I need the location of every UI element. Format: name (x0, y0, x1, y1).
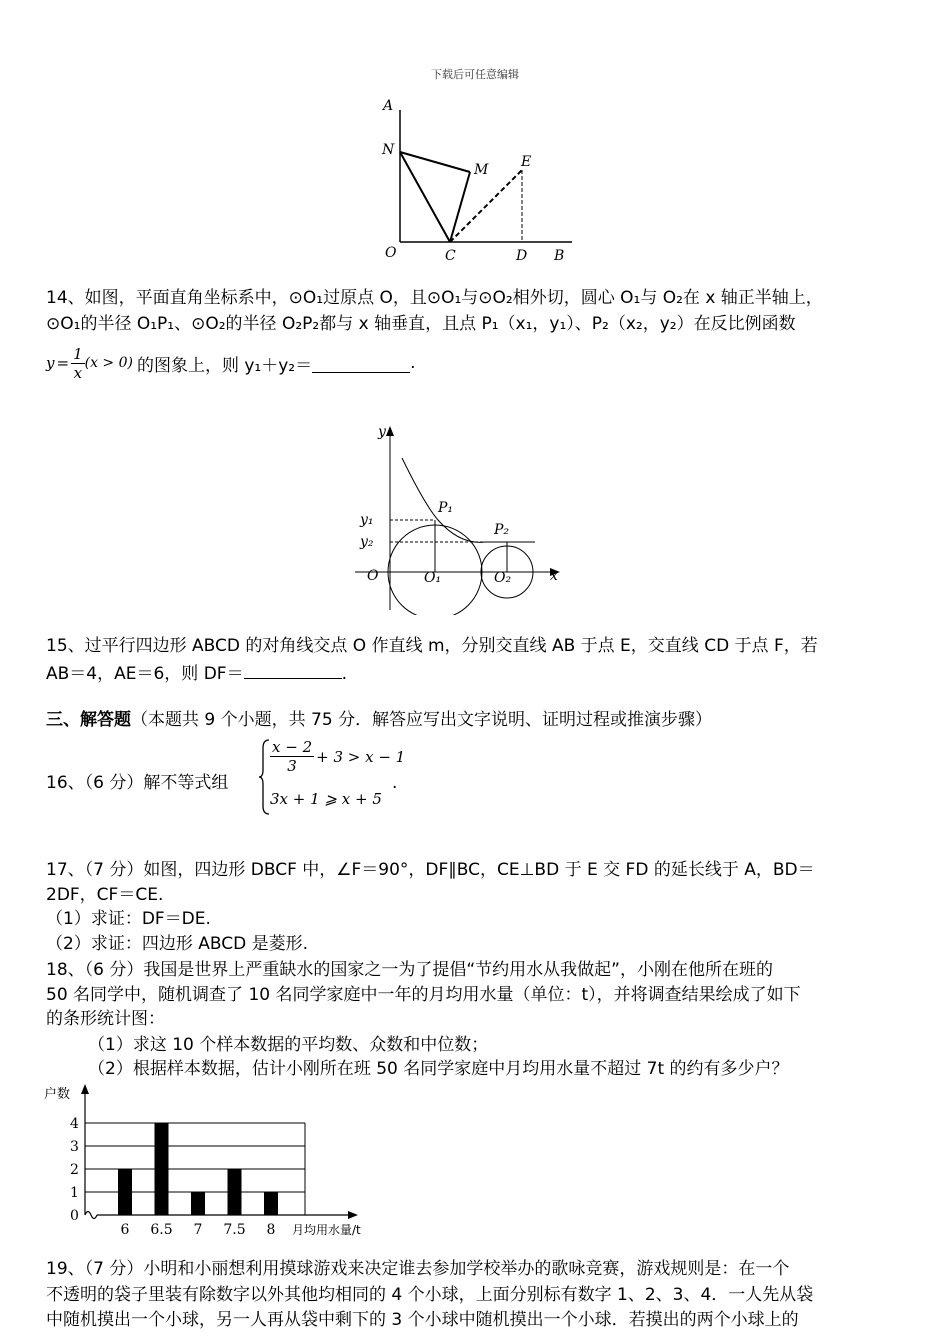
q14-func-eq: = (56, 354, 70, 372)
y-axis-arrow (386, 426, 394, 436)
chart-y-tick-label: 4 (70, 1116, 79, 1132)
chart-bar (228, 1169, 242, 1215)
chart-x-tick-label: 8 (266, 1222, 276, 1238)
label-x-axis: x (550, 568, 558, 584)
label-c: C (445, 248, 456, 264)
segment-nc (400, 152, 450, 242)
label-d: D (516, 248, 528, 264)
q18-sub2: （2）根据样本数据，估计小刚所在班 50 名同学家庭中月均用水量不超过 7t 的约有多少户？ (88, 1059, 789, 1079)
chart-y-ticks (70, 1116, 79, 1224)
label-n: N (382, 142, 395, 158)
label-p1: P₁ (438, 500, 454, 516)
chart-x-tick-label: 6 (120, 1222, 130, 1238)
chart-y-tick-label: 1 (70, 1185, 79, 1201)
q16-ineq1-num: x − 2 (272, 738, 313, 756)
q16-brace (258, 738, 270, 816)
q14-end: . (410, 353, 416, 373)
q19-line2: 不透明的袋子里装有除数字以外其他均相同的 4 个小球，上面分别标有数字 1、2、3、4．一人先从袋 (46, 1285, 814, 1305)
q16-ineq1-fraction (270, 738, 314, 775)
chart-bar (191, 1192, 205, 1215)
q15-line2-text: AB＝4，AE＝6，则 DF＝ (46, 664, 244, 684)
q14-func-den: x (73, 363, 83, 382)
geometry-figure-14 (350, 420, 570, 615)
label-y1: y₁ (360, 512, 374, 528)
label-e: E (521, 154, 532, 170)
chart-x-tick-label: 7.5 (223, 1222, 246, 1238)
section3-heading (46, 708, 712, 732)
q16-ineq2: 3x + 1 ⩾ x + 5 (270, 790, 382, 808)
chart-axis-break (85, 1212, 97, 1219)
geometry-figure-13 (370, 92, 580, 267)
chart-bar (264, 1192, 278, 1215)
q19-line1: 19、（7 分）小明和小丽想利用摸球游戏来决定谁去参加学校举办的歌咏竞赛，游戏规则是：在一个 (46, 1259, 790, 1279)
label-a: A (383, 98, 394, 114)
q14-func-num: 1 (73, 344, 83, 363)
section3-title: 三、解答题 (46, 710, 131, 730)
q14-line3 (46, 338, 416, 388)
label-origin: O (367, 568, 379, 584)
q15-line2 (46, 660, 347, 686)
q16-ineq1-den: 3 (287, 757, 297, 775)
q17-line1: 17、（7 分）如图，四边形 DBCF 中，∠F＝90°，DF∥BC，CE⊥BD 于 E 交 FD 的延长线于 A，BD＝ (46, 860, 815, 880)
q14-func-fraction (71, 345, 85, 382)
label-o: O (385, 245, 397, 261)
hyperbola-curve (402, 458, 535, 542)
label-y2: y₂ (360, 534, 374, 550)
label-p2: P₂ (494, 522, 510, 538)
chart-bar (118, 1169, 132, 1215)
chart-x-tick-label: 7 (193, 1222, 203, 1238)
chart-x-axis-arrow (348, 1211, 358, 1219)
q18-line1: 18、（6 分）我国是世界上严重缺水的国家之一为了提倡“节约用水从我做起”，小刚在他所在班的 (46, 960, 773, 980)
chart-y-axis-arrow (81, 1084, 89, 1094)
label-m: M (474, 162, 489, 178)
label-b: B (554, 248, 565, 264)
q17-line2: 2DF，CF＝CE. (46, 885, 164, 905)
water-usage-bar-chart (40, 1080, 390, 1245)
q19-line3: 中随机摸出一个小球，另一人再从袋中剩下的 3 个小球中随机摸出一个小球．若摸出的两个小球上的 (46, 1310, 799, 1330)
q14-line2: ⊙O₁的半径 O₁P₁、⊙O₂的半径 O₂P₂都与 x 轴垂直，且点 P₁（x₁，y₁）、P₂（x₂，y₂）在反比例函数 (46, 314, 796, 334)
q18-line2: 50 名同学中，随机调查了 10 名同学家庭中一年的月均用水量（单位：t），并将调查结果绘成了如下 (46, 985, 801, 1005)
chart-y-tick-label: 0 (70, 1208, 79, 1224)
q14-line1: 14、如图，平面直角坐标系中，⊙O₁过原点 O，且⊙O₁与⊙O₂相外切，圆心 O₁与 O₂在 x 轴正半轴上， (46, 288, 823, 308)
page-header: 下载后可任意编辑 (431, 68, 519, 81)
q14-line3-tail: 的图象上，则 y₁＋y₂＝ (136, 355, 313, 376)
section3-note: （本题共 9 个小题，共 75 分．解答应写出文字说明、证明过程或推演步骤） (131, 710, 713, 730)
q16-ineq1-rest: + 3 > x − 1 (316, 747, 406, 766)
q14-answer-blank (312, 354, 410, 373)
q15-end: . (341, 664, 347, 684)
q16-prefix: 16、（6 分）解不等式组 (46, 773, 229, 793)
q14-func-cond: (x > 0) (84, 355, 133, 371)
chart-x-ticks (121, 1222, 276, 1238)
label-y-axis: y (378, 424, 386, 440)
chart-bar (155, 1123, 169, 1215)
segment-mc (450, 172, 470, 242)
q14-func-y: y (46, 354, 55, 372)
label-o2: O₂ (494, 570, 512, 586)
q15-line1: 15、过平行四边形 ABCD 的对角线交点 O 作直线 m，分别交直线 AB 于点 E，交直线 CD 于点 F，若 (46, 636, 818, 656)
chart-x-tick-label: 6.5 (150, 1222, 173, 1238)
chart-y-tick-label: 2 (70, 1162, 79, 1178)
q15-answer-blank (244, 660, 342, 679)
q16-ineq1 (270, 738, 405, 775)
q18-sub1: （1）求这 10 个样本数据的平均数、众数和中位数； (88, 1035, 489, 1055)
q16-end: . (392, 773, 398, 793)
chart-y-tick-label: 3 (70, 1139, 79, 1155)
chart-x-label: 月均用水量/t (292, 1223, 361, 1237)
label-o1: O₁ (424, 570, 442, 586)
q17-sub2: （2）求证：四边形 ABCD 是菱形. (46, 934, 308, 954)
q18-line3: 的条形统计图： (46, 1009, 165, 1029)
chart-y-label: 户数 (44, 1087, 71, 1102)
q17-sub1: （1）求证：DF＝DE. (46, 909, 211, 929)
